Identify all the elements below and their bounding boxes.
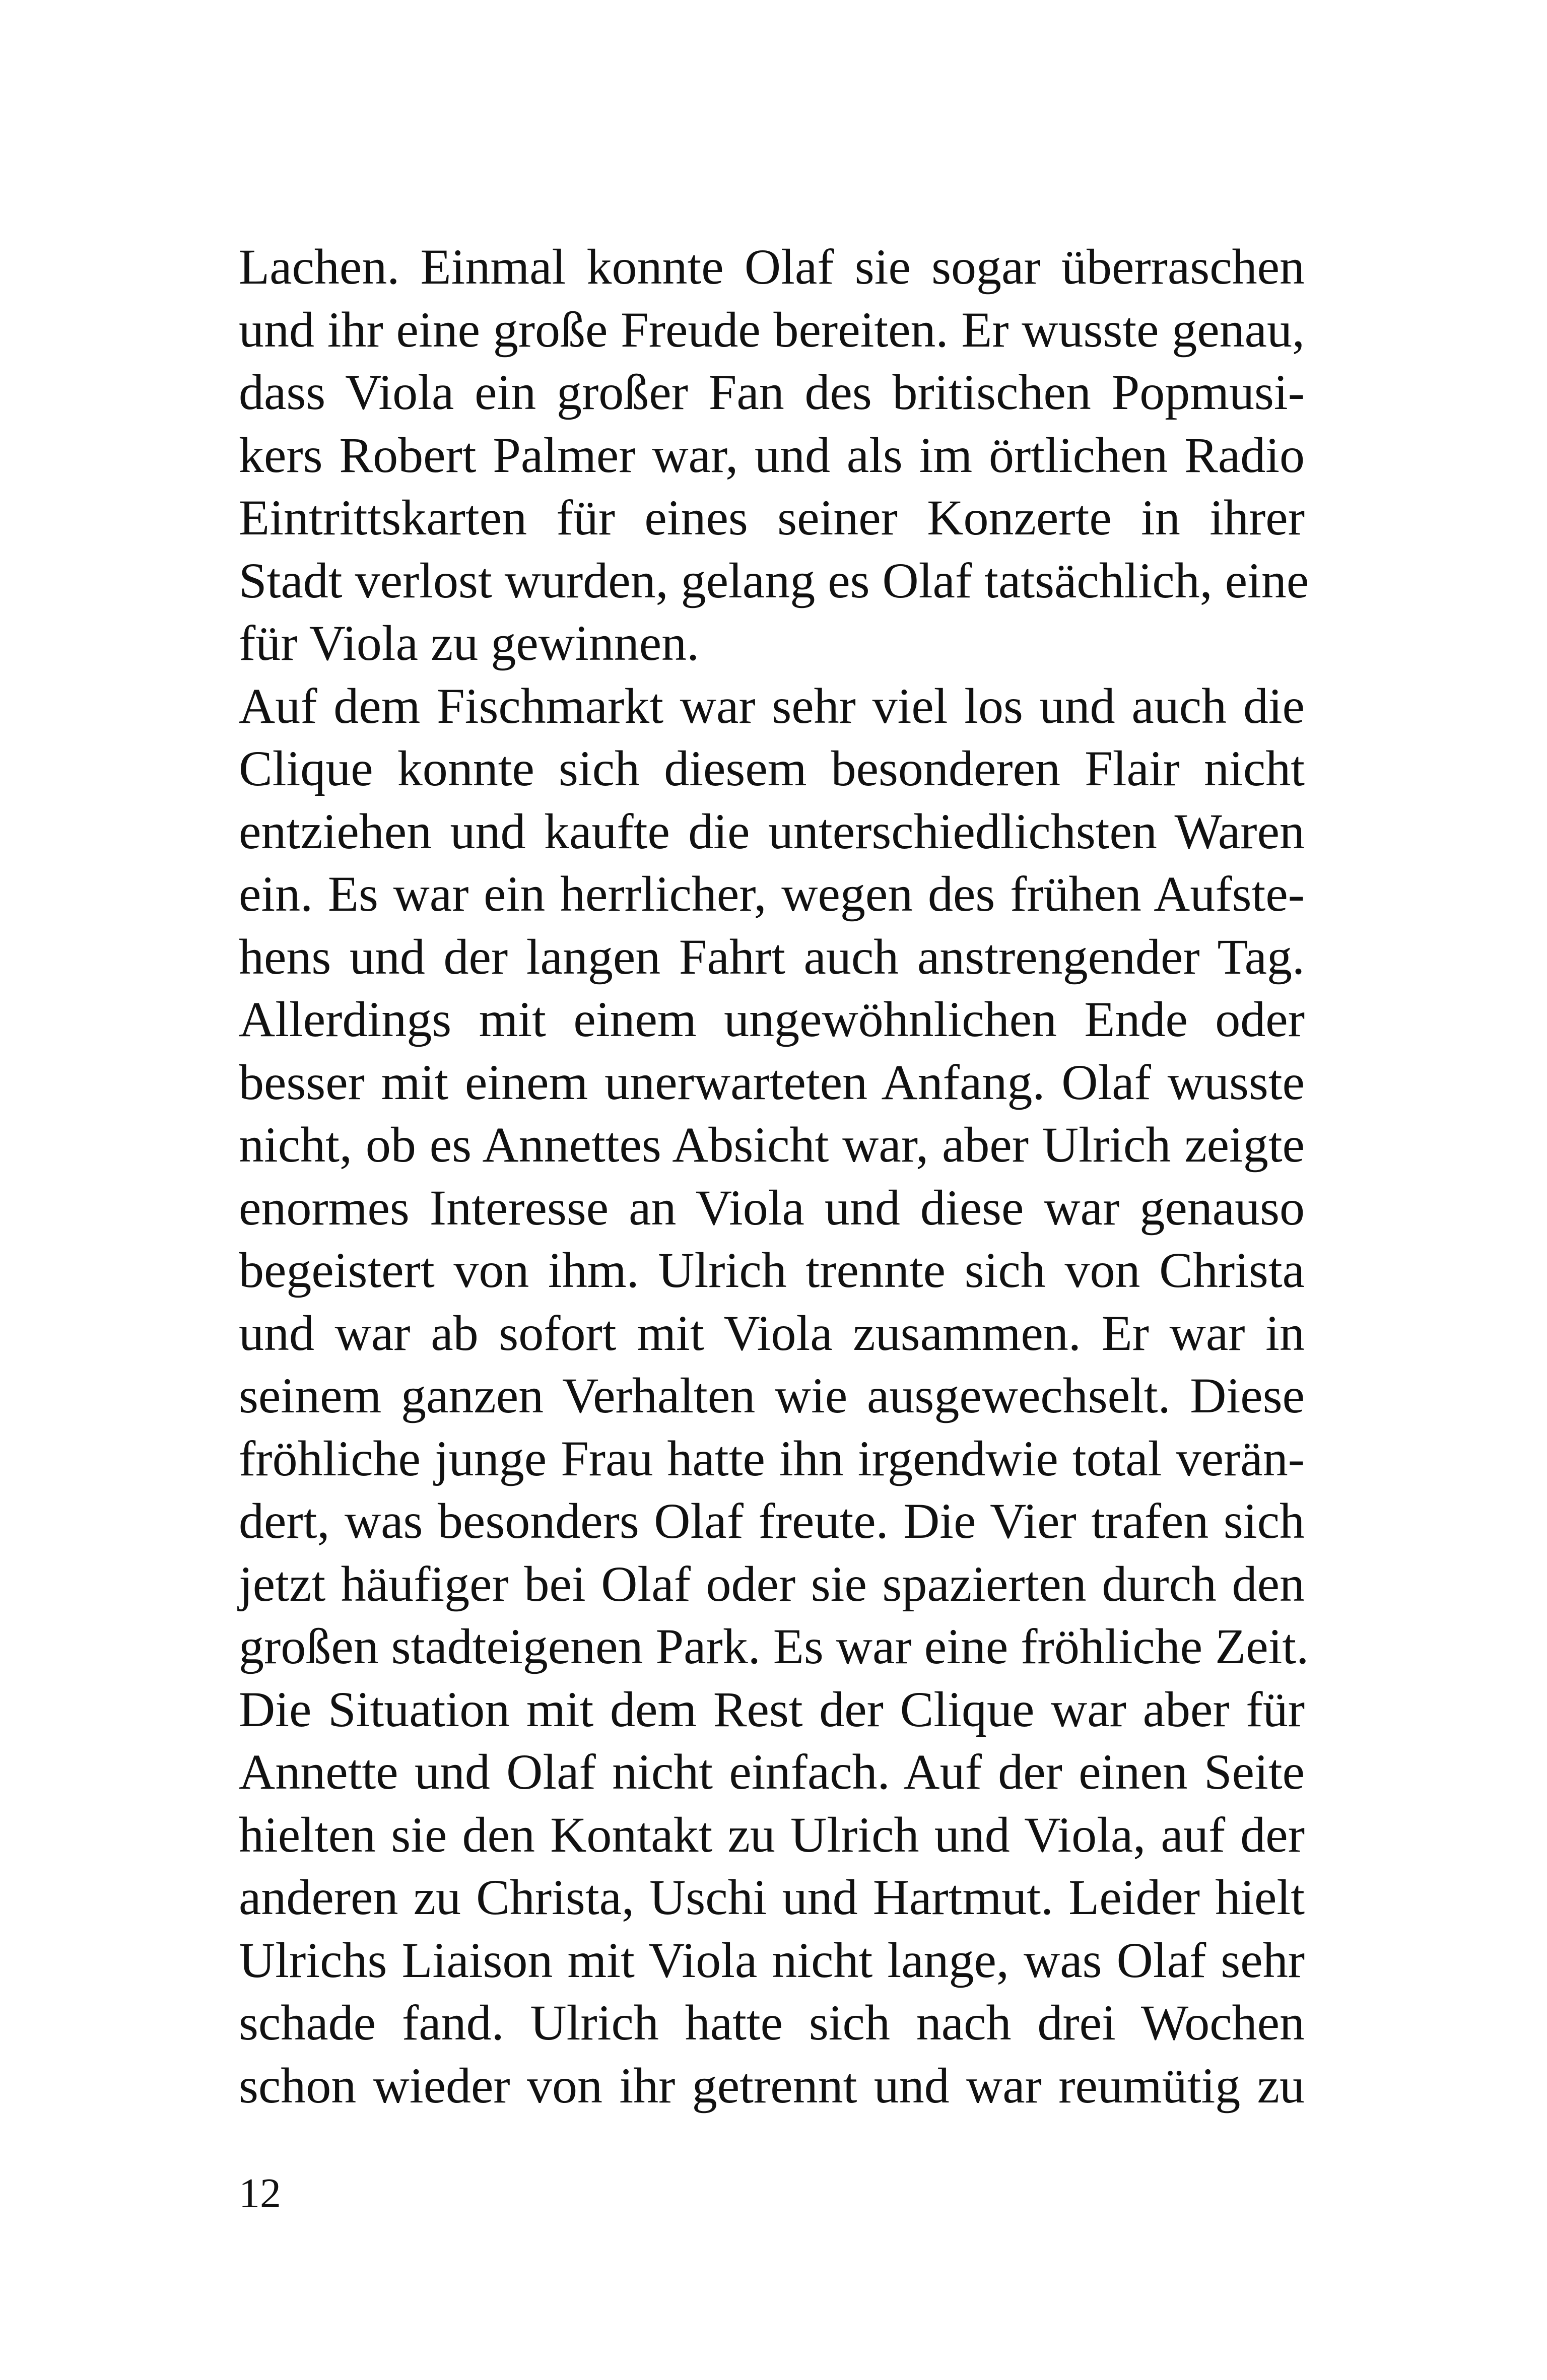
text-line: Stadt verlost wurden, gelang es Olaf tatsächlich, eine <box>239 552 1309 608</box>
page-number: 12 <box>239 2170 281 2217</box>
text-line: Annette und Olaf nicht einfach. Auf der einen Seite <box>239 1744 1305 1800</box>
text-line: Lachen. Einmal konnte Olaf sie sogar überraschen <box>239 239 1305 295</box>
text-line: Auf dem Fischmarkt war sehr viel los und auch die <box>239 677 1305 734</box>
text-line: großen stadteigenen Park. Es war eine fröhliche Zeit. <box>239 1618 1309 1674</box>
text-line: Ulrichs Liaison mit Viola nicht lange, was Olaf sehr <box>239 1932 1305 1988</box>
text-line: fröhliche junge Frau hatte ihn irgendwie total verän- <box>239 1430 1305 1486</box>
text-line: seinem ganzen Verhalten wie ausgewechselt. Diese <box>239 1368 1305 1423</box>
text-line: begeistert von ihm. Ulrich trennte sich von Christa <box>239 1242 1305 1298</box>
text-line: hielten sie den Kontakt zu Ulrich und Viola, auf der <box>239 1806 1305 1863</box>
text-line: Clique konnte sich diesem besonderen Flair nicht <box>239 740 1305 796</box>
text-line: schade fand. Ulrich hatte sich nach drei Wochen <box>239 1995 1305 2051</box>
text-line: anderen zu Christa, Uschi und Hartmut. Leider hielt <box>239 1869 1305 1925</box>
text-line: enormes Interesse an Viola und diese war genauso <box>239 1179 1305 1236</box>
text-line: entziehen und kaufte die unterschiedlichsten Waren <box>239 803 1305 859</box>
text-line: schon wieder von ihr getrennt und war reumütig zu <box>239 2057 1305 2114</box>
text-line: nicht, ob es Annettes Absicht war, aber Ulrich zeigte <box>239 1117 1305 1173</box>
text-line: Allerdings mit einem ungewöhnlichen Ende oder <box>239 991 1305 1047</box>
text-line: Die Situation mit dem Rest der Clique war aber für <box>239 1681 1305 1737</box>
text-line: ein. Es war ein herrlicher, wegen des frühen Aufste- <box>239 866 1305 922</box>
text-line: hens und der langen Fahrt auch anstrengender Tag. <box>239 928 1305 985</box>
text-line: dert, was besonders Olaf freute. Die Vier trafen sich <box>239 1493 1305 1549</box>
text-line: Eintrittskarten für eines seiner Konzerte in ihrer <box>239 490 1305 546</box>
body-text <box>239 236 1309 2117</box>
text-line: kers Robert Palmer war, und als im örtlichen Radio <box>239 427 1305 483</box>
text-line: und war ab sofort mit Viola zusammen. Er war in <box>239 1305 1305 1361</box>
text-line: jetzt häufiger bei Olaf oder sie spazierten durch den <box>239 1555 1305 1612</box>
text-line: dass Viola ein großer Fan des britischen Popmusi- <box>239 364 1305 420</box>
text-line: besser mit einem unerwarteten Anfang. Olaf wusste <box>239 1054 1305 1110</box>
paragraph-end-line: für Viola zu gewinnen. <box>239 615 700 671</box>
text-line: und ihr eine große Freude bereiten. Er wusste genau, <box>239 301 1305 358</box>
